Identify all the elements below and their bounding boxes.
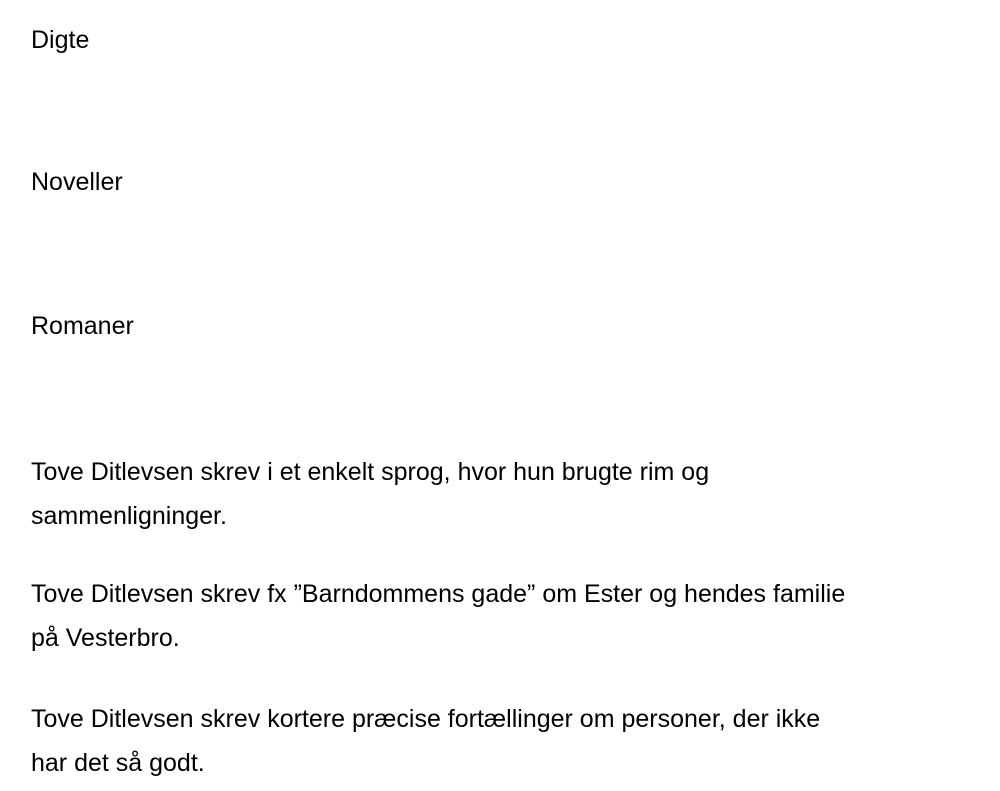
heading-romaner: Romaner	[31, 312, 134, 340]
paragraph-language	[31, 450, 931, 538]
paragraph-barndommens-gade	[31, 572, 931, 660]
paragraph-short-stories	[31, 697, 931, 785]
heading-noveller: Noveller	[31, 168, 123, 196]
paragraph-line: Tove Ditlevsen skrev kortere præcise fortællinger om personer, der ikke	[31, 705, 821, 733]
heading-digte: Digte	[31, 26, 90, 54]
paragraph-line: Tove Ditlevsen skrev fx ”Barndommens gade” om Ester og hendes familie	[31, 580, 846, 608]
paragraph-line: sammenligninger.	[31, 502, 227, 530]
paragraph-line: på Vesterbro.	[31, 624, 180, 652]
paragraph-line: har det så godt.	[31, 749, 205, 777]
paragraph-line: Tove Ditlevsen skrev i et enkelt sprog, hvor hun brugte rim og	[31, 458, 710, 486]
